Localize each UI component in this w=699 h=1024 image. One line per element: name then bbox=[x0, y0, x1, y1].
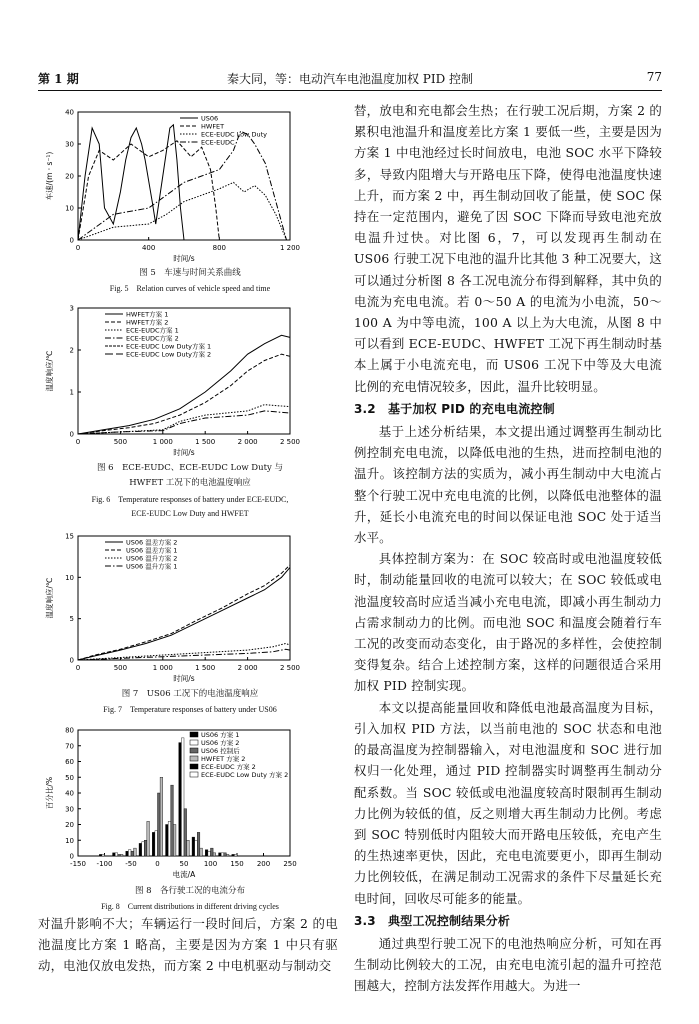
legend-label: HWFET 方案 2 bbox=[201, 755, 246, 763]
y-axis-label: 温度响应/℃ bbox=[45, 350, 54, 392]
bar bbox=[234, 854, 237, 856]
bar bbox=[184, 809, 187, 856]
y-tick-label: 1 bbox=[69, 388, 74, 397]
x-tick-label: 1 200 bbox=[279, 244, 301, 252]
x-tick-label: 2 000 bbox=[237, 664, 258, 672]
x-tick-label: 800 bbox=[212, 244, 227, 252]
x-tick-label: 1 500 bbox=[195, 664, 216, 672]
y-tick-label: 15 bbox=[65, 532, 74, 541]
bar bbox=[99, 854, 102, 856]
legend-label: HWFET bbox=[201, 122, 225, 131]
x-axis-label: 时间/s bbox=[173, 448, 195, 457]
bar bbox=[200, 848, 203, 856]
legend-label: US06 控制后 bbox=[201, 747, 240, 755]
figure-7-caption-cn: 图 7 US06 工况下的电池温度响应 bbox=[121, 689, 259, 699]
figure-8-caption-cn: 图 8 各行驶工况的电流分布 bbox=[134, 886, 246, 896]
y-tick-label: 50 bbox=[65, 773, 74, 782]
x-tick-label: 0 bbox=[155, 860, 160, 868]
x-axis-label: 时间/s bbox=[173, 254, 195, 263]
legend-label: ECE-EUDC Low Duty 方案 2 bbox=[201, 771, 289, 779]
y-axis-label: 车速/(m · s⁻¹) bbox=[45, 151, 54, 201]
figure-6-chart bbox=[40, 300, 340, 458]
y-tick-label: 2 bbox=[69, 346, 74, 355]
bar bbox=[232, 854, 235, 856]
bar bbox=[147, 821, 150, 856]
bar bbox=[160, 777, 163, 856]
y-tick-label: 20 bbox=[65, 821, 74, 829]
bar bbox=[171, 785, 174, 856]
section-3-2-heading: 3.2 基于加权 PID 的充电电流控制 bbox=[354, 401, 555, 416]
x-tick-label: 500 bbox=[113, 438, 128, 446]
legend-swatch bbox=[190, 748, 198, 753]
x-tick-label: 0 bbox=[75, 244, 81, 252]
x-tick-label: 0 bbox=[75, 664, 81, 672]
paragraph-5: 通过典型行驶工况下的电池热响应分析，可知在再生制动比例较大的工况，由充电电流引起的温升可控范围越大，控制方法发挥作用越大。为进一 bbox=[354, 935, 662, 994]
legend-label: US06 bbox=[201, 114, 219, 123]
series-line-4 bbox=[78, 411, 290, 434]
paragraph-4: 本文以提高能量回收和降低电池最高温度为目标，引入加权 PID 方法，以当前电池的 SOC 状态和电池的最高温度为控制器输入，对电池温度和 SOC 进行加权归一化处理，通过 PID 控制器实时调整再生制动分配系数。当 SOC 较低或电池温度较高时限制再生制动力比例为较低的值，反之则增大再生制动力比例。考虑到 SOC 特别低时内阻较大而开路电压较低，充电产生的生热速率更快，因此，充电电流要更小，即再生制动力比例较低，在满足制动工况需求的条件下尽量延长充电时间，回收尽可能多的能量。 bbox=[354, 699, 662, 906]
bar bbox=[139, 843, 142, 856]
bar bbox=[120, 854, 123, 856]
legend-label: ECE-EUDC Low Duty方案 2 bbox=[126, 350, 212, 359]
y-tick-label: 20 bbox=[65, 172, 74, 181]
figure-8-chart bbox=[40, 722, 340, 880]
legend-label: US06 方案 2 bbox=[201, 739, 240, 747]
x-tick-label: 150 bbox=[230, 860, 244, 868]
bar bbox=[168, 821, 171, 856]
bar bbox=[128, 850, 131, 856]
y-tick-label: 10 bbox=[65, 204, 74, 213]
legend-label: ECE-EUDC Low Duty bbox=[201, 130, 267, 139]
x-axis-label: 电流/A bbox=[172, 870, 196, 879]
bar bbox=[192, 837, 195, 856]
bar bbox=[181, 738, 184, 856]
y-tick-label: 40 bbox=[65, 789, 74, 798]
running-title: 秦大同，等：电动汽车电池温度加权 PID 控制 bbox=[226, 72, 474, 86]
y-tick-label: 10 bbox=[65, 836, 74, 845]
figure-6-caption-en: Fig. 6 Temperature responses of battery under ECE-EUDC, bbox=[91, 495, 289, 504]
y-tick-label: 30 bbox=[65, 805, 74, 814]
right-column-text bbox=[354, 100, 662, 997]
x-tick-label: 50 bbox=[179, 860, 189, 868]
bar bbox=[126, 851, 129, 856]
bar bbox=[155, 831, 158, 856]
y-tick-label: 3 bbox=[69, 304, 74, 313]
plot-frame bbox=[78, 536, 290, 660]
paragraph-1: 替，放电和充电都会生热；在行驶工况后期，方案 2 的累积电池温升和温度差比方案 1 要低一些，主要是因为方案 1 中电池经过长时间放电，电池 SOC 水平下降较多，导致内阻增大与开路电压下降，使得电池温度快速上升，而方案 2 中，再生制动回收了能量，使 SOC 保持在一定范围内，避免了因 SOC 下降而导致电池充放电温升过快。对比图 6，7，可以发现再生制动在 US06 行驶工况下电池的温升比其他 3 种工况要大，这可以通过分析图 8 各工况电流分布得到解释，其中负的电流为充电电流。若 0～50 A 的电流为小电流，50～100 A 为中等电流，100 A 以上为大电流，从图 8 中可以看到 ECE-EUDC、HWFET 工况下再生制动时基本上属于小电流充电，而 US06 工况下中等及大电流比例的充电情况较多，因此，温升比较明显。 bbox=[354, 103, 662, 394]
x-tick-label: 2 500 bbox=[279, 664, 301, 672]
x-tick-label: 2 000 bbox=[237, 438, 258, 446]
y-tick-label: 10 bbox=[65, 573, 74, 582]
legend-label: US06 方案 1 bbox=[201, 731, 240, 739]
figure-6-caption-en-line2: ECE-EUDC Low Duty and HWFET bbox=[131, 509, 249, 518]
legend-label: HWFET方案 1 bbox=[126, 310, 169, 319]
bar bbox=[224, 853, 227, 856]
bar bbox=[102, 854, 105, 856]
series-line-3 bbox=[78, 182, 286, 240]
bar bbox=[213, 853, 216, 856]
bar bbox=[195, 840, 198, 856]
bar bbox=[144, 840, 147, 856]
y-tick-label: 0 bbox=[69, 236, 74, 245]
x-tick-label: 200 bbox=[256, 860, 271, 868]
y-tick-label: 70 bbox=[65, 742, 74, 751]
legend-label: US06 温差方案 1 bbox=[126, 546, 178, 555]
x-tick-label: -150 bbox=[70, 860, 86, 868]
legend-label: HWFET方案 2 bbox=[126, 318, 169, 327]
x-axis-label: 时间/s bbox=[173, 674, 195, 683]
figure-6-caption-cn: 图 6 ECE-EUDC、ECE-EUDC Low Duty 与 bbox=[96, 463, 284, 473]
left-paragraph: 对温升影响不大；车辆运行一段时间后，方案 2 的电池温度比方案 1 略高，主要是因为方案 1 中只有驱动，电池仅放电发热，而方案 2 中电机驱动与制动交 bbox=[38, 916, 338, 974]
x-tick-label: 2 500 bbox=[279, 438, 301, 446]
issue-label: 第 1 期 bbox=[38, 72, 79, 86]
x-tick-label: 400 bbox=[141, 244, 156, 252]
legend-swatch bbox=[190, 772, 198, 777]
series-line-4 bbox=[78, 649, 290, 660]
page-number: 77 bbox=[646, 70, 662, 84]
y-axis-label: 温度响应/℃ bbox=[45, 577, 54, 619]
x-tick-label: 100 bbox=[203, 860, 218, 868]
paragraph-3: 具体控制方案为：在 SOC 较高时或电池温度较低时，制动能量回收的电流可以较大；在 SOC 较低或电池温度较高时应适当减小充电电流，即减小再生制动力占需求制动力的比例。而电池 SOC 和温度会随着行车工况的改变而动态变化，由于路况的多样性，会使控制变得复杂。结合上述控制方案，这样的问题很适合采用加权 PID 控制实现。 bbox=[354, 551, 662, 694]
x-tick-label: 1 500 bbox=[195, 438, 216, 446]
figure-6-caption-cn-line2: HWFET 工况下的电池温度响应 bbox=[129, 478, 251, 488]
bar bbox=[152, 832, 155, 856]
legend-swatch bbox=[190, 756, 198, 761]
bar bbox=[219, 853, 222, 856]
y-tick-label: 0 bbox=[69, 430, 74, 439]
legend-label: ECE-EUDC方案 1 bbox=[126, 326, 179, 335]
x-tick-label: 1 000 bbox=[152, 664, 173, 672]
legend-swatch bbox=[190, 740, 198, 745]
series-line-2 bbox=[78, 354, 290, 434]
bar bbox=[221, 853, 224, 856]
left-column-text bbox=[38, 913, 338, 977]
x-tick-label: -50 bbox=[125, 860, 137, 868]
bar bbox=[158, 793, 161, 856]
y-tick-label: 0 bbox=[69, 852, 74, 861]
bar bbox=[197, 832, 200, 856]
bar bbox=[131, 851, 134, 856]
x-tick-label: -100 bbox=[96, 860, 113, 868]
bar bbox=[226, 854, 229, 856]
bar bbox=[115, 853, 118, 856]
bar bbox=[166, 825, 169, 857]
plot-frame bbox=[78, 308, 290, 434]
x-tick-label: 250 bbox=[283, 860, 297, 868]
x-tick-label: 0 bbox=[75, 438, 81, 446]
figure-5-caption-cn: 图 5 车速与时间关系曲线 bbox=[139, 268, 241, 278]
bar bbox=[173, 825, 176, 857]
section-3-3-heading: 3.3 典型工况控制结果分析 bbox=[354, 913, 511, 928]
y-tick-label: 0 bbox=[69, 656, 74, 665]
bar bbox=[211, 848, 214, 856]
y-tick-label: 80 bbox=[65, 726, 74, 735]
y-tick-label: 60 bbox=[65, 758, 74, 766]
bar bbox=[187, 840, 190, 856]
y-tick-label: 40 bbox=[65, 108, 74, 117]
legend-label: ECE-EUDC方案 2 bbox=[126, 334, 179, 343]
x-tick-label: 1 000 bbox=[152, 438, 173, 446]
series-line-1 bbox=[78, 567, 290, 660]
header-rule bbox=[38, 90, 662, 91]
y-tick-label: 5 bbox=[69, 615, 74, 624]
legend-label: US06 温升方案 1 bbox=[126, 562, 178, 571]
legend-label: ECE-EUDC 方案 2 bbox=[201, 763, 256, 771]
y-tick-label: 30 bbox=[65, 140, 74, 149]
bar bbox=[179, 743, 182, 856]
legend-label: US06 温升方案 2 bbox=[126, 554, 178, 563]
series-line-2 bbox=[78, 565, 290, 660]
x-tick-label: 500 bbox=[113, 664, 128, 672]
bar bbox=[208, 851, 211, 856]
legend-swatch bbox=[190, 764, 198, 769]
legend-label: US06 温差方案 2 bbox=[126, 538, 178, 547]
series-line-1 bbox=[78, 125, 184, 240]
bar bbox=[205, 850, 208, 856]
bar bbox=[134, 848, 137, 856]
legend-label: ECE-EUDC bbox=[201, 138, 235, 147]
figure-7-chart bbox=[40, 528, 340, 684]
bar bbox=[118, 854, 121, 856]
figure-7-caption-en: Fig. 7 Temperature responses of battery under US06 bbox=[103, 705, 277, 714]
bar bbox=[113, 853, 116, 856]
figure-5-caption-en: Fig. 5 Relation curves of vehicle speed and time bbox=[109, 284, 271, 293]
bar bbox=[142, 842, 145, 856]
legend-swatch bbox=[190, 732, 198, 737]
y-axis-label: 百分比/% bbox=[45, 776, 54, 810]
legend-label: ECE-EUDC Low Duty方案 1 bbox=[126, 342, 212, 351]
figure-5-chart bbox=[40, 104, 340, 264]
figure-8-caption-en: Fig. 8 Current distributions in different driving cycles bbox=[101, 902, 279, 911]
paragraph-2: 基于上述分析结果，本文提出通过调整再生制动比例控制充电电流，以降低电池的生热，进而控制电池的温升。该控制方法的实质为，减小再生制动中大电流占整个行驶工况中充电电流的比例，以降低电池整体的温升，延长小电流充电的时间以保证电池 SOC 处于适当水平。 bbox=[354, 424, 662, 546]
